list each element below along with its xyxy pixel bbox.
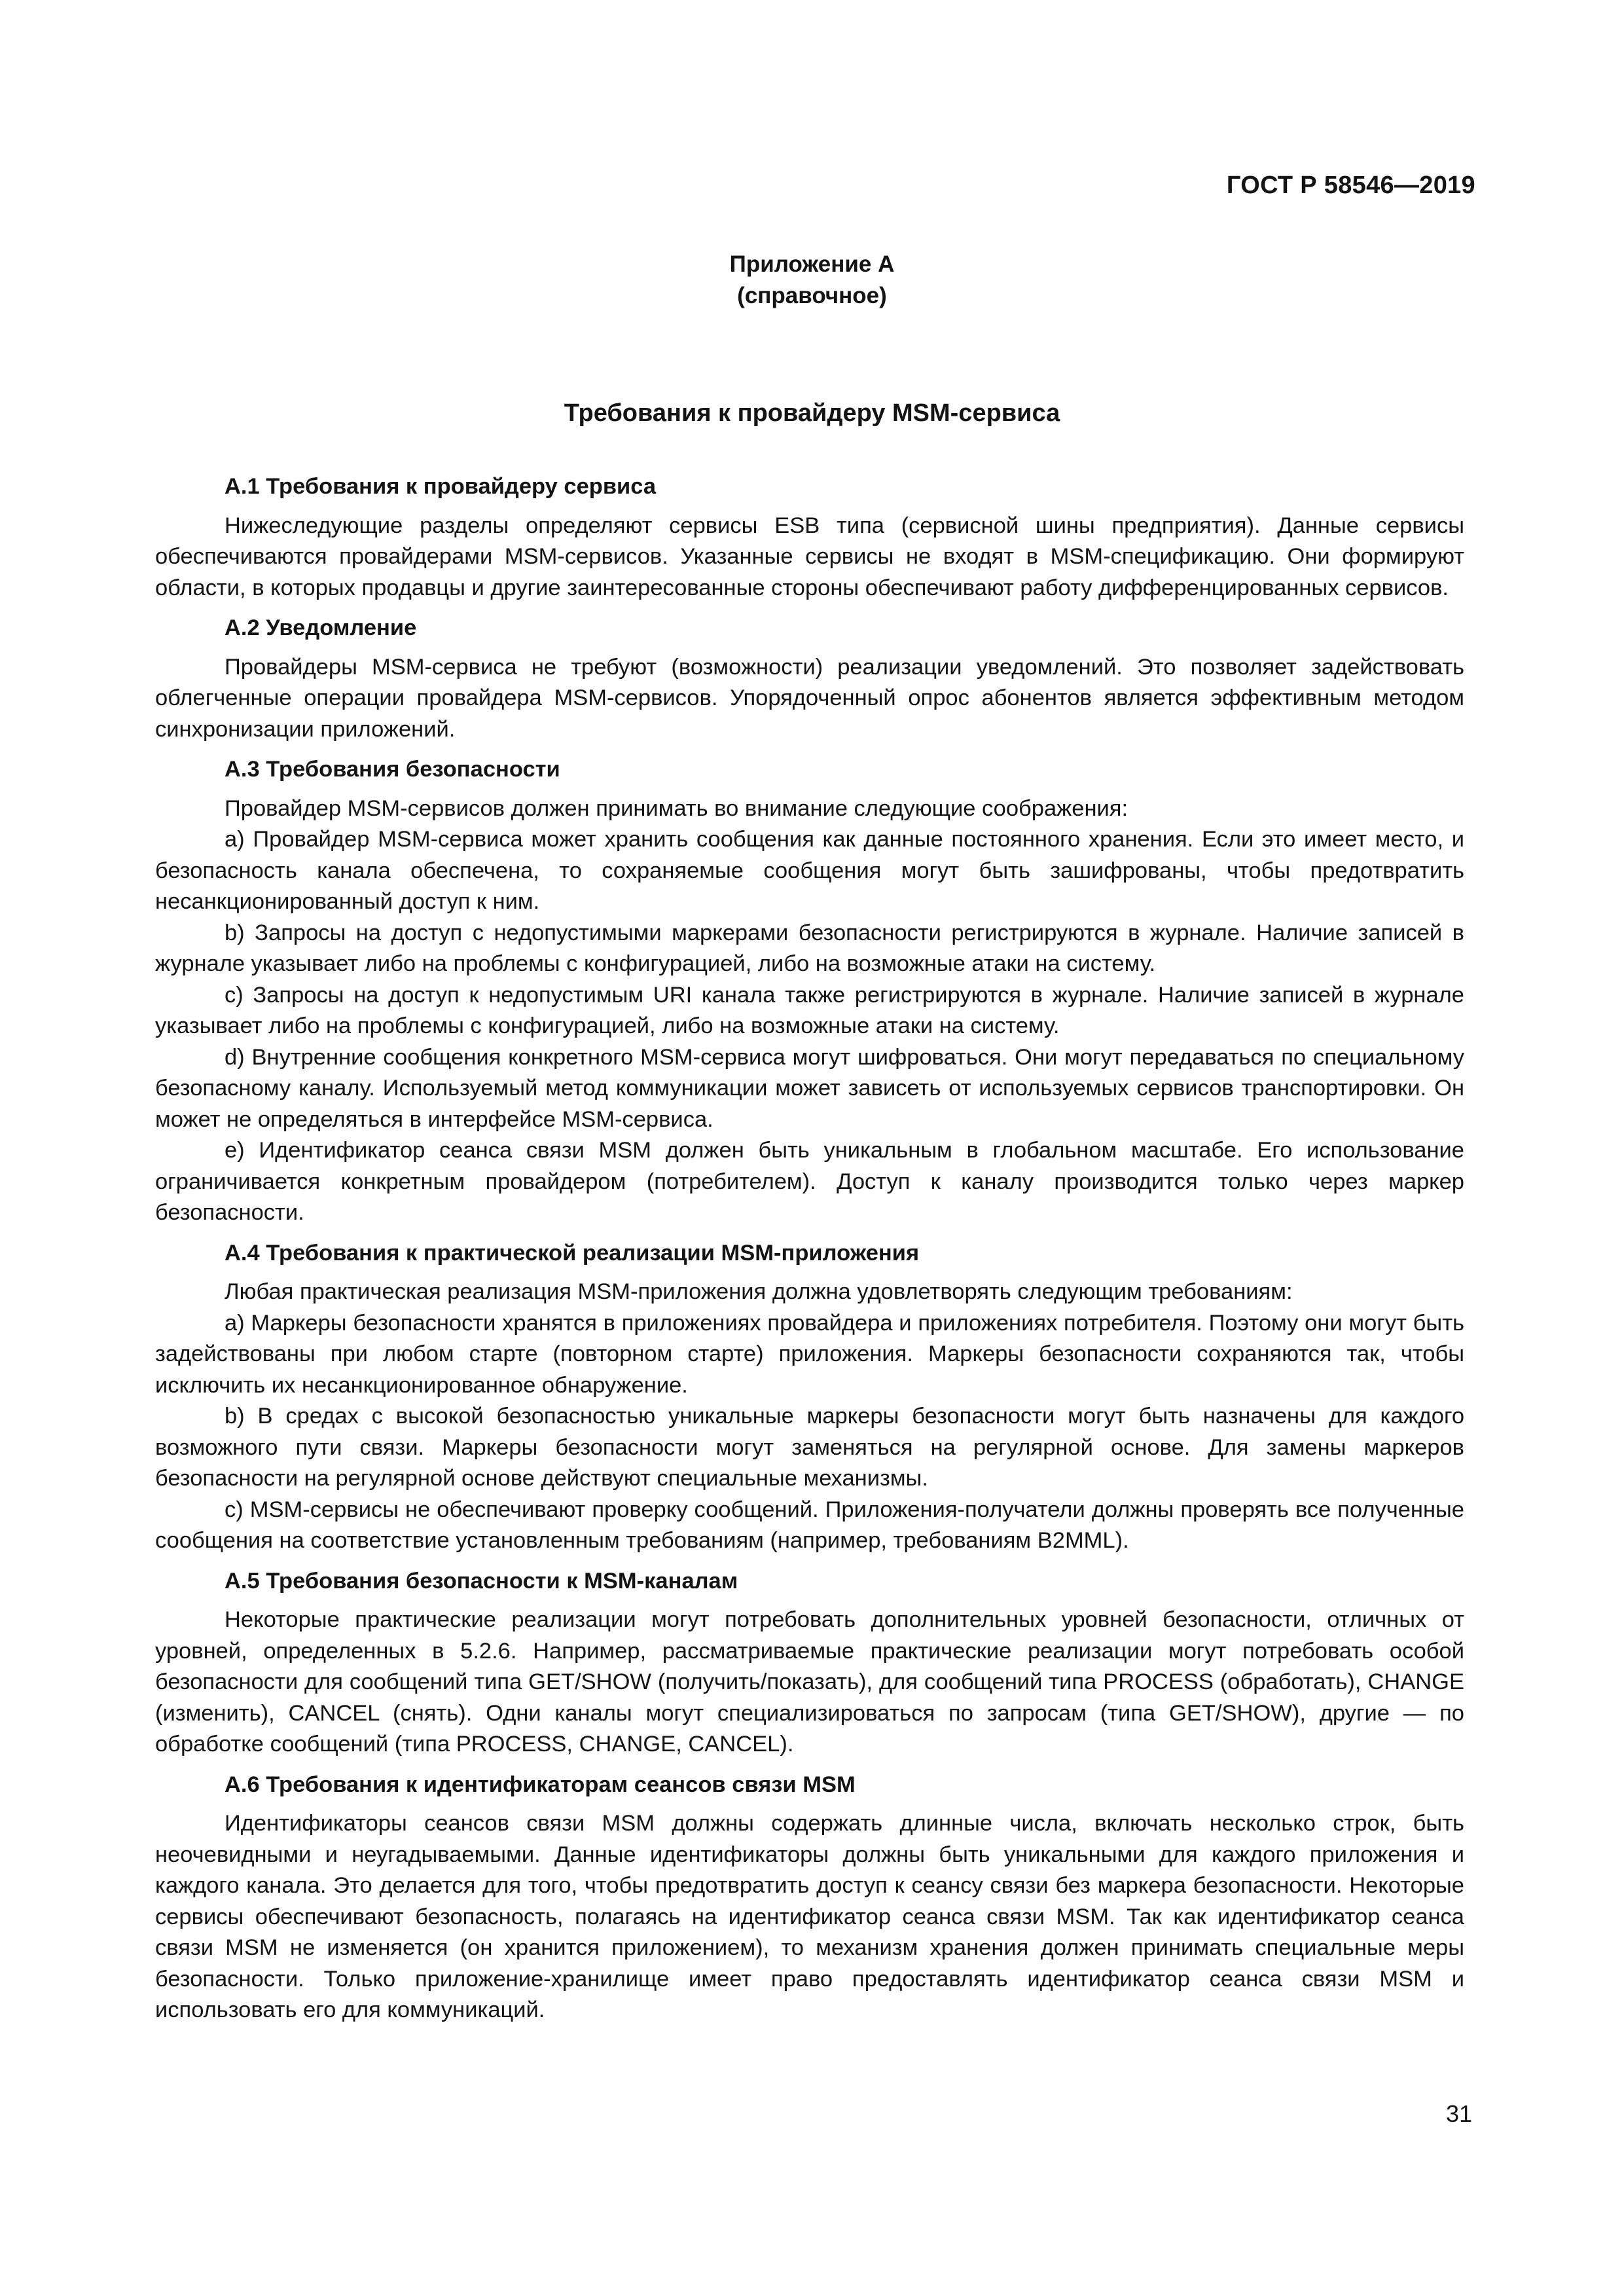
section-a4	[155, 1238, 1464, 1557]
paragraph: Любая практическая реализация MSM-приложения должна удовлетворять следующим требованиям:	[225, 1279, 1293, 1304]
section-heading: А.2 Уведомление	[225, 615, 417, 640]
section-a6	[155, 1770, 1464, 2026]
section-heading: А.5 Требования безопасности к MSM-каналам	[225, 1568, 738, 1594]
section-a3	[155, 754, 1464, 1229]
list-item: c) Запросы на доступ к недопустимым URI канала также регистрируются в журнале. Наличие записей в журнале указывает либо на проблемы с конфигурацией, либо на возможные атаки на систему.	[155, 982, 1464, 1038]
document-body	[155, 471, 1464, 2026]
section-heading: А.1 Требования к провайдеру сервиса	[225, 474, 657, 499]
section-a5	[155, 1566, 1464, 1760]
section-heading: А.3 Требования безопасности	[225, 757, 560, 782]
section-a1	[155, 471, 1464, 604]
paragraph: Нижеследующие разделы определяют сервисы ESB типа (сервисной шины предприятия). Данные сервисы обеспечиваются провайдерами MSM-сервисов. Указанные сервисы не входят в MSM-спецификацию. Они формируют области, в которых продавцы и другие заинтересованные стороны обеспечивают работу дифференцированных сервисов.	[155, 513, 1464, 600]
annex-heading	[0, 249, 1624, 312]
section-heading: А.4 Требования к практической реализации MSM-приложения	[225, 1240, 920, 1266]
list-item: a) Маркеры безопасности хранятся в приложениях провайдера и приложениях потребителя. Поэтому они могут быть задействованы при любом старте (повторном старте) приложения. Маркеры безопасности сохраняются так, чтобы исключить их несанкционированное обнаружение.	[155, 1310, 1464, 1398]
section-heading: А.6 Требования к идентификаторам сеансов связи MSM	[225, 1772, 856, 1797]
list-item: d) Внутренние сообщения конкретного MSM-сервиса могут шифроваться. Они могут передаваться по специальному безопасному каналу. Используемый метод коммуникации может зависеть от используемых сервисов транспортировки. Он может не определяться в интерфейсе MSM-сервиса.	[155, 1044, 1464, 1132]
page-number: 31	[1445, 2100, 1472, 2127]
section-a2	[155, 613, 1464, 745]
paragraph: Идентификаторы сеансов связи MSM должны содержать длинные числа, включать несколько строк, быть неочевидными и неугадываемыми. Данные идентификаторы должны быть уникальными для каждого приложения и каждого канала. Это делается для того, чтобы предотвратить доступ к сеансу связи без маркера безопасности. Некоторые сервисы обеспечивают безопасность, полагаясь на идентификатор сеанса связи MSM. Так как идентификатор сеанса связи MSM не изменяется (он хранится приложением), то механизм хранения должен принимать специальные меры безопасности. Только приложение-хранилище имеет право предоставлять идентификатор сеанса связи MSM и использовать его для коммуникаций.	[155, 1811, 1464, 2022]
paragraph: Провайдеры MSM-сервиса не требуют (возможности) реализации уведомлений. Это позволяет задействовать облегченные операции провайдера MSM-сервисов. Упорядоченный опрос абонентов является эффективным методом синхронизации приложений.	[155, 654, 1464, 742]
standard-number: ГОСТ Р 58546—2019	[1226, 172, 1475, 199]
list-item: b) В средах с высокой безопасностью уникальные маркеры безопасности могут быть назначены для каждого возможного пути связи. Маркеры безопасности могут заменяться на регулярной основе. Для замены маркеров безопасности на регулярной основе действуют специальные механизмы.	[155, 1404, 1464, 1491]
paragraph: Провайдер MSM-сервисов должен принимать во внимание следующие соображения:	[225, 795, 1128, 821]
annex-title: Приложение А	[729, 251, 895, 277]
annex-subtitle: (справочное)	[737, 283, 887, 308]
list-item: e) Идентификатор сеанса связи MSM должен быть уникальным в глобальном масштабе. Его использование ограничивается конкретным провайдером (потребителем). Доступ к каналу производится только через маркер безопасности.	[155, 1138, 1464, 1225]
list-item: b) Запросы на доступ с недопустимыми маркерами безопасности регистрируются в журнале. Наличие записей в журнале указывает либо на проблемы с конфигурацией, либо на возможные атаки на систему.	[155, 920, 1464, 976]
list-item: c) MSM-сервисы не обеспечивают проверку сообщений. Приложения-получатели должны проверять все полученные сообщения на соответствие установленным требованиям (например, требованиям B2MML).	[155, 1497, 1464, 1553]
list-item: a) Провайдер MSM-сервиса может хранить сообщения как данные постоянного хранения. Если это имеет место, и безопасность канала обеспечена, то сохраняемые сообщения могут быть зашифрованы, чтобы предотвратить несанкционированный доступ к ним.	[155, 827, 1464, 914]
document-title: Требования к провайдеру MSM-сервиса	[564, 399, 1060, 427]
paragraph: Некоторые практические реализации могут потребовать дополнительных уровней безопасности, отличных от уровней, определенных в 5.2.6. Например, рассматриваемые практические реализации могут потребовать особой безопасности для сообщений типа GET/SHOW (получить/показать), для сообщений типа PROCESS (обработать), CHANGE (изменить), CANCEL (снять). Одни каналы могут специализироваться по запросам (типа GET/SHOW), другие — по обработке сообщений (типа PROCESS, CHANGE, CANCEL).	[155, 1607, 1464, 1757]
